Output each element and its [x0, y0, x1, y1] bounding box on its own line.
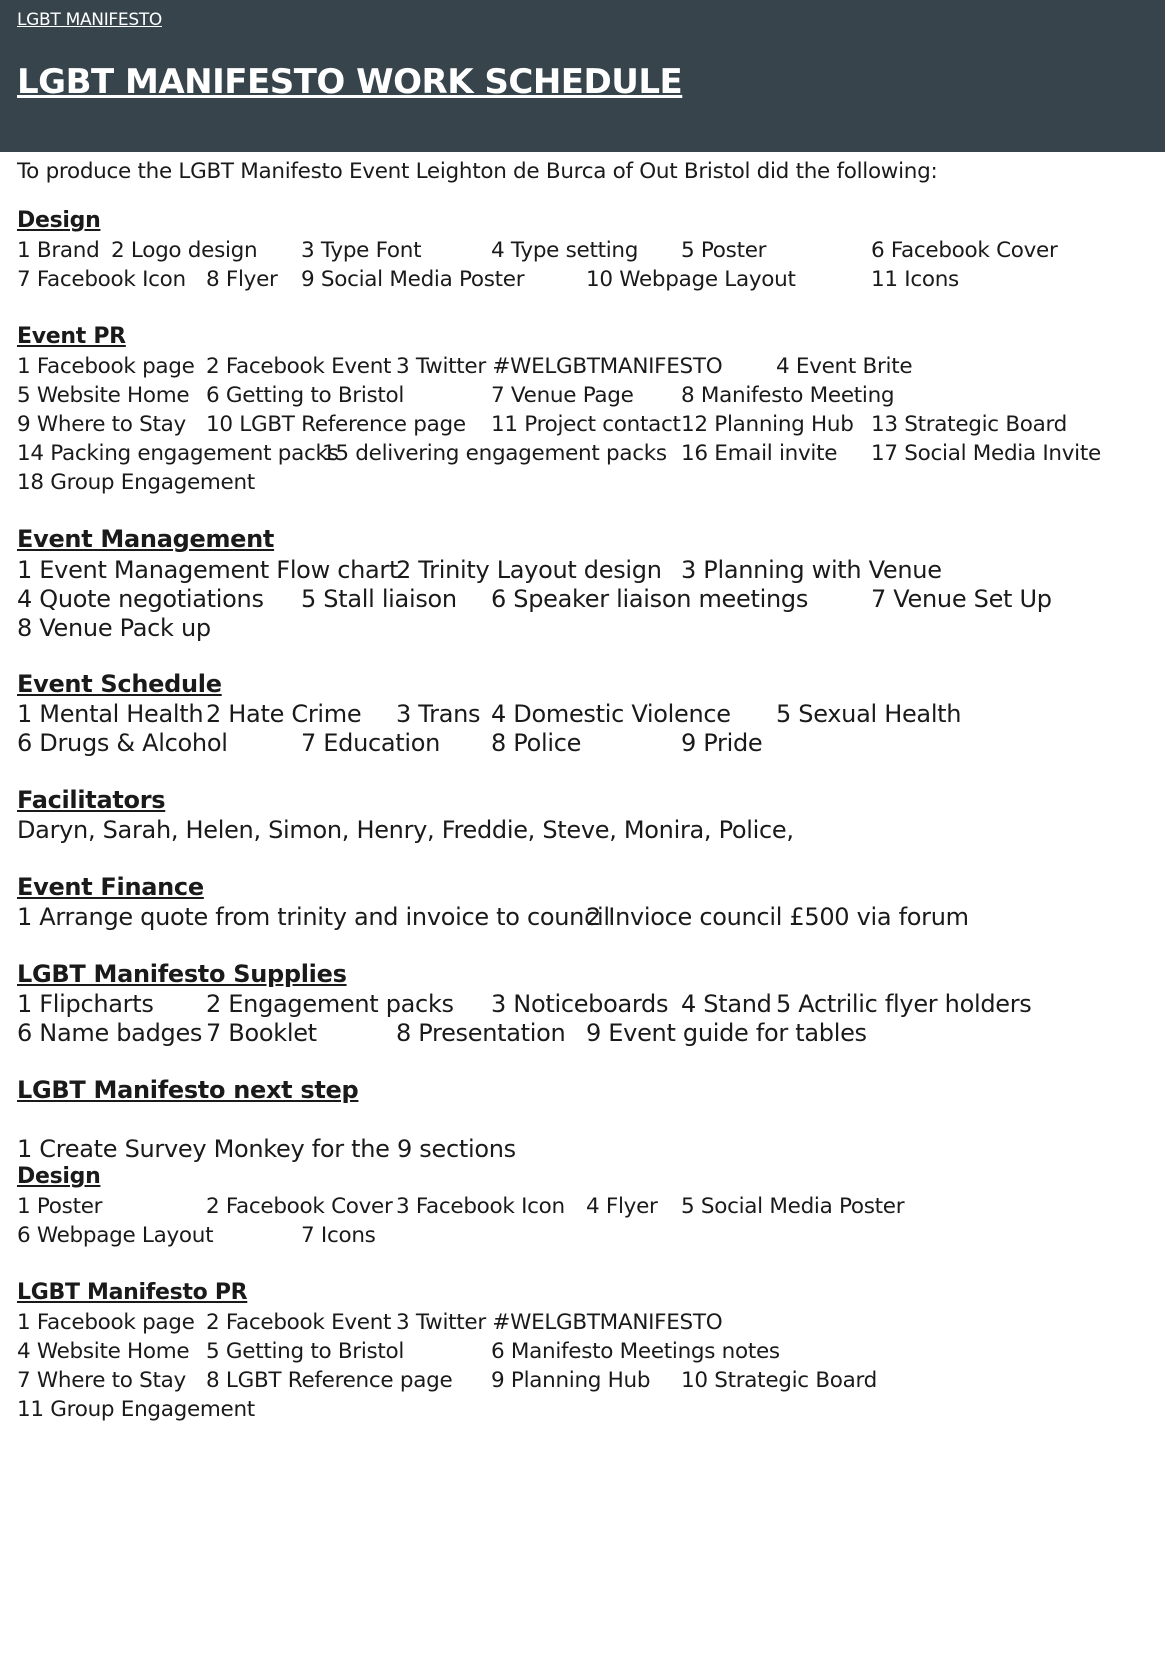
list-item: 5 Poster: [681, 238, 767, 263]
list-item: 1 Event Management Flow chart: [17, 556, 399, 584]
list-item: 5 Stall liaison: [301, 585, 457, 613]
list-item: 7 Venue Page: [491, 383, 634, 408]
list-item: 4 Quote negotiations: [17, 585, 264, 613]
list-item: 17 Social Media Invite: [871, 441, 1101, 466]
list-item: 11 Icons: [871, 267, 959, 292]
list-item: 4 Stand: [681, 990, 772, 1018]
list-item: 9 Pride: [681, 729, 763, 757]
list-item: 10 Strategic Board: [681, 1368, 878, 1393]
list-item: 5 Website Home: [17, 383, 190, 408]
list-item: 2 Engagement packs: [206, 990, 454, 1018]
list-item: 1 Facebook page: [17, 354, 195, 379]
list-item: 3 Facebook Icon: [396, 1194, 565, 1219]
list-item: 6 Facebook Cover: [871, 238, 1058, 263]
list-item: 7 Booklet: [206, 1019, 317, 1047]
list-item: 6 Getting to Bristol: [206, 383, 405, 408]
list-item: 9 Planning Hub: [491, 1368, 651, 1393]
list-item: 4 Domestic Violence: [491, 700, 731, 728]
list-item: 1 Poster: [17, 1194, 103, 1219]
list-item: 10 Webpage Layout: [586, 267, 796, 292]
list-item: 9 Social Media Poster: [301, 267, 525, 292]
section-heading-event-management: Event Management: [17, 525, 275, 553]
section-heading-manifesto-pr: LGBT Manifesto PR: [17, 1280, 248, 1305]
section-heading-design: Design: [17, 208, 101, 233]
list-item: 1 Brand: [17, 238, 100, 263]
list-item: 8 Manifesto Meeting: [681, 383, 895, 408]
list-item: 7 Facebook Icon: [17, 267, 186, 292]
section-heading-facilitators: Facilitators: [17, 786, 166, 814]
list-item: 4 Flyer: [586, 1194, 658, 1219]
list-item: 1 Arrange quote from trinity and invoice to council: [17, 903, 610, 931]
list-item: 3 Noticeboards: [491, 990, 669, 1018]
list-item: 1 Mental Health: [17, 700, 204, 728]
list-item: 5 Getting to Bristol: [206, 1339, 405, 1364]
list-item: 8 LGBT Reference page: [206, 1368, 453, 1393]
list-item: 3 Trans: [396, 700, 481, 728]
list-item: 11 Project contact: [491, 412, 681, 437]
list-item: 14 Packing engagement packs: [17, 441, 339, 466]
intro-text: To produce the LGBT Manifesto Event Leighton de Burca of Out Bristol did the following:: [17, 159, 938, 184]
list-item: 8 Police: [491, 729, 582, 757]
facilitators-list: Daryn, Sarah, Helen, Simon, Henry, Freddie, Steve, Monira, Police,: [17, 816, 794, 844]
list-item: 5 Actrilic flyer holders: [776, 990, 1032, 1018]
list-item: 7 Icons: [301, 1223, 376, 1248]
list-item: 6 Drugs & Alcohol: [17, 729, 228, 757]
header-label: LGBT MANIFESTO: [17, 10, 162, 30]
list-item: 2 Trinity Layout design: [396, 556, 662, 584]
section-heading-event-schedule: Event Schedule: [17, 670, 222, 698]
header-banner: [0, 0, 1165, 152]
section-heading-event-pr: Event PR: [17, 324, 126, 349]
list-item: 18 Group Engagement: [17, 470, 255, 495]
list-item: 6 Manifesto Meetings notes: [491, 1339, 780, 1364]
list-item: 3 Twitter #WELGBTMANIFESTO: [396, 354, 723, 379]
list-item: 8 Venue Pack up: [17, 614, 211, 642]
list-item: 2 Facebook Event: [206, 354, 392, 379]
list-item: 13 Strategic Board: [871, 412, 1068, 437]
list-item: 6 Speaker liaison meetings: [491, 585, 809, 613]
list-item: 8 Presentation: [396, 1019, 566, 1047]
list-item: 4 Website Home: [17, 1339, 190, 1364]
list-item: 15 delivering engagement packs: [322, 441, 667, 466]
next-step-text: 1 Create Survey Monkey for the 9 sections: [17, 1135, 516, 1163]
list-item: 7 Education: [301, 729, 441, 757]
list-item: 5 Sexual Health: [776, 700, 962, 728]
list-item: 1 Facebook page: [17, 1310, 195, 1335]
list-item: 2 Facebook Event: [206, 1310, 392, 1335]
list-item: 10 LGBT Reference page: [206, 412, 466, 437]
list-item: 1 Flipcharts: [17, 990, 154, 1018]
list-item: 2 Facebook Cover: [206, 1194, 393, 1219]
list-item: 5 Social Media Poster: [681, 1194, 905, 1219]
list-item: 4 Event Brite: [776, 354, 913, 379]
document-title: LGBT MANIFESTO WORK SCHEDULE: [17, 62, 683, 102]
list-item: 8 Flyer: [206, 267, 278, 292]
list-item: 3 Planning with Venue: [681, 556, 942, 584]
list-item: 2 Invioce council £500 via forum: [586, 903, 969, 931]
list-item: 11 Group Engagement: [17, 1397, 255, 1422]
list-item: 7 Venue Set Up: [871, 585, 1052, 613]
list-item: 12 Planning Hub: [681, 412, 854, 437]
list-item: 4 Type setting: [491, 238, 639, 263]
list-item: 2 Hate Crime: [206, 700, 362, 728]
section-heading-design-next: Design: [17, 1164, 101, 1189]
list-item: 2 Logo design: [111, 238, 258, 263]
section-heading-supplies: LGBT Manifesto Supplies: [17, 960, 347, 988]
list-item: 16 Email invite: [681, 441, 838, 466]
list-item: 6 Webpage Layout: [17, 1223, 214, 1248]
list-item: 9 Event guide for tables: [586, 1019, 867, 1047]
list-item: 7 Where to Stay: [17, 1368, 186, 1393]
list-item: 3 Twitter #WELGBTMANIFESTO: [396, 1310, 723, 1335]
list-item: 3 Type Font: [301, 238, 422, 263]
list-item: 6 Name badges: [17, 1019, 203, 1047]
list-item: 9 Where to Stay: [17, 412, 186, 437]
section-heading-event-finance: Event Finance: [17, 873, 204, 901]
section-heading-next-step: LGBT Manifesto next step: [17, 1076, 359, 1104]
